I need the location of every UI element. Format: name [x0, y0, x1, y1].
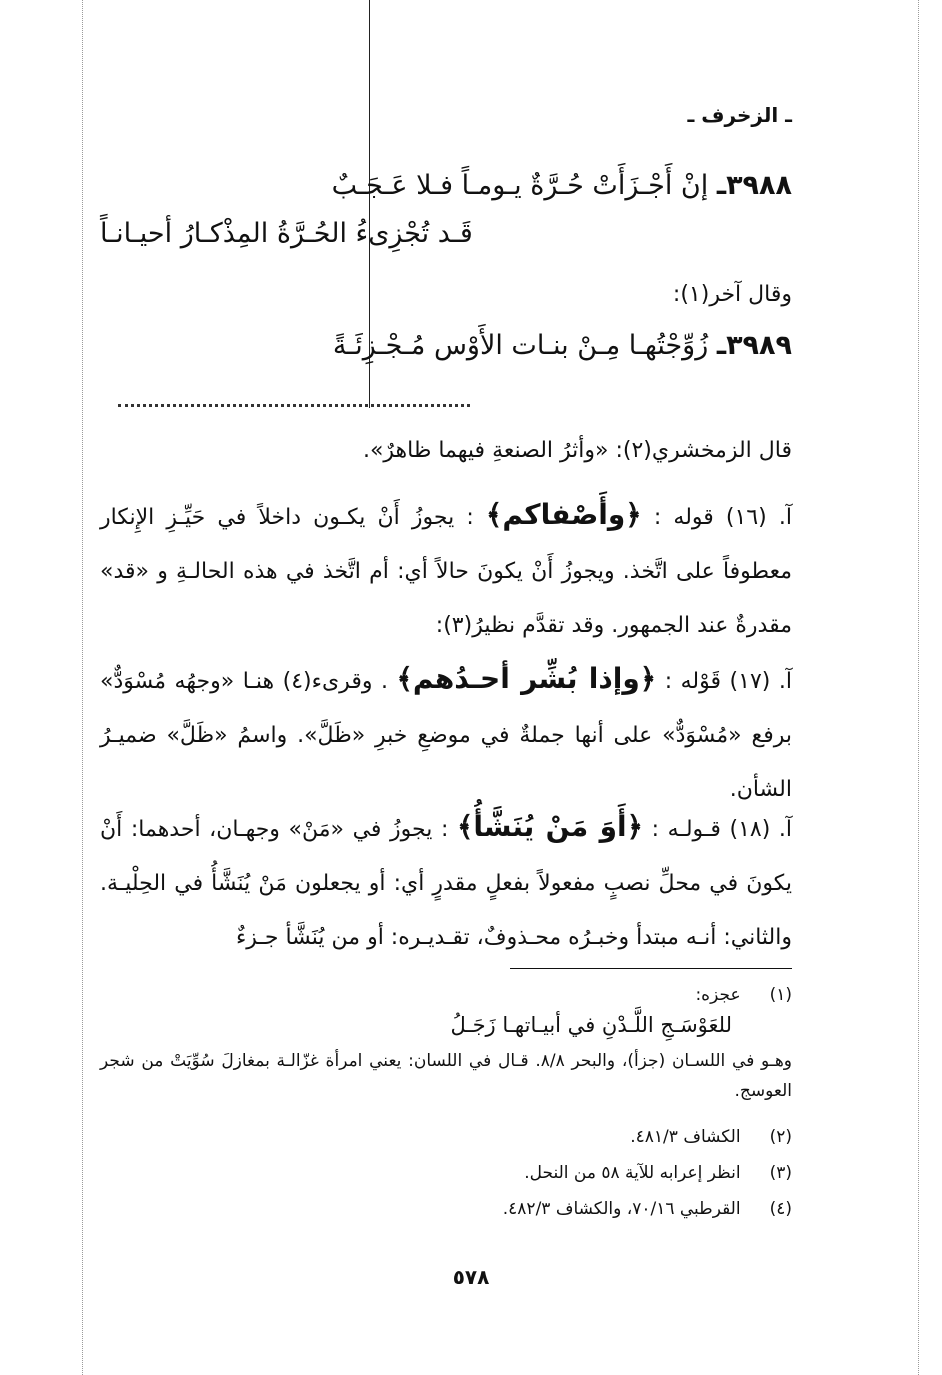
verse-text: زُوِّجْتُهـا مِـنْ بنـات الأَوْس مُـجْـزِئَـةً	[332, 330, 709, 361]
zamakhshari-quote: قال الزمخشري(٢): «وأثرُ الصنعةِ فيهما ظاهرٌ».	[362, 438, 792, 463]
verse-3988-line2: قَـد تُجْزِىءُ الحُـرَّةُ المِذْكـارُ أحيـانـاً	[100, 218, 473, 249]
footnote-3	[100, 1160, 792, 1186]
quran-quote: ﴿وأَصْفاكم﴾	[485, 498, 642, 531]
ayah-17-paragraph	[100, 652, 792, 817]
dotted-ellipsis-separator	[118, 390, 470, 407]
ayah-16-paragraph	[100, 488, 792, 653]
footnote-4	[100, 1196, 792, 1222]
verse-3988-line1	[332, 170, 792, 201]
footnote-1-verse: للعَوْسَـجِ اللَّـدْنِ في أبيـاتهـا زَجَـلُ	[450, 1013, 732, 1037]
ayah-ref: آ. (١٨) قـولـه :	[651, 817, 792, 842]
ayah-18-paragraph	[100, 800, 792, 965]
left-dotted-margin	[82, 0, 83, 1375]
footnote-1-body: وهـو في اللسـان (جزأ)، والبحر ٨/٨. قـال في اللسان: يعني امرأة غزّالـة بمغازلَ سُوِّيَتْ من شجر العوسج.	[100, 1051, 792, 1101]
quran-quote: ﴿وإذا بُشِّر أحـدُهم﴾	[396, 662, 657, 695]
footnote-text: الكشاف ٤٨١/٣.	[630, 1127, 741, 1147]
commentary: : يجوزُ أَنْ يكـون داخلاً في حَيِّـزِ الإِنكار معطوفاً على اتَّخذ. ويجوزُ أَنْ يكونَ حالاً أي: أم اتَّخذ في هذه الحالـةِ و «قد» مقدرةٌ عند الجمهور. وقد تقدَّم نظيرُ(٣):	[100, 505, 792, 638]
ayah-ref: آ. (١٦) قوله :	[653, 505, 792, 530]
commentary: . وقرىء(٤) هنـا «وجهُه مُسْوَدٌّ» برفع «مُسْوَدٌّ» على أنها جملةٌ في موضعِ خبرِ «ظَلَّ». واسمُ «ظَلَّ» ضميـرُ الشأن.	[100, 669, 792, 802]
commentary: : يجوزُ في «مَنْ» وجهـان، أحدهما: أَنْ يكونَ في محلِّ نصبٍ مفعولاً بفعلٍ مقدرٍ أي: أو يجعلون مَنْ يُنَشَّأُ في الحِلْيـة. والثاني: أنـه مبتدأ وخبـرُه محـذوفٌ، تقـديـره: أو من يُنَشَّأ جـزءٌ	[100, 817, 792, 950]
footnote-number: (٢)	[769, 1127, 792, 1147]
footnote-2	[100, 1124, 792, 1150]
verse-3989	[333, 330, 792, 361]
footnote-text: انظر إعرابه للآية ٥٨ من النحل.	[524, 1163, 741, 1183]
page-number: ٥٧٨	[452, 1265, 490, 1289]
running-header: ـ الزخرف ـ	[687, 103, 792, 127]
footnote-1	[100, 982, 792, 1008]
footnote-number: (٤)	[769, 1199, 792, 1219]
intro-another-poet: وقال آخر(١):	[672, 282, 792, 307]
verse-text: إنْ أَجْـزَأَتْ حُـرَّةٌ يـومـاً فـلا عَـجَـبٌ	[331, 170, 709, 201]
footnote-number: (٣)	[769, 1163, 792, 1183]
verse-number: ٣٩٨٨ـ	[716, 170, 792, 201]
verse-number: ٣٩٨٩ـ	[716, 330, 792, 361]
footnote-separator	[510, 968, 792, 969]
ayah-ref: آ. (١٧) قَوْله :	[664, 669, 792, 694]
footnote-number: (١)	[769, 985, 792, 1005]
quran-quote: ﴿أَوَ مَنْ يُنَشَّأُ﴾	[456, 810, 643, 843]
footnote-text: القرطبي ٧٠/١٦، والكشاف ٤٨٢/٣.	[502, 1199, 741, 1219]
footnote-label: عجزه:	[695, 985, 741, 1005]
right-dotted-margin	[918, 0, 919, 1375]
